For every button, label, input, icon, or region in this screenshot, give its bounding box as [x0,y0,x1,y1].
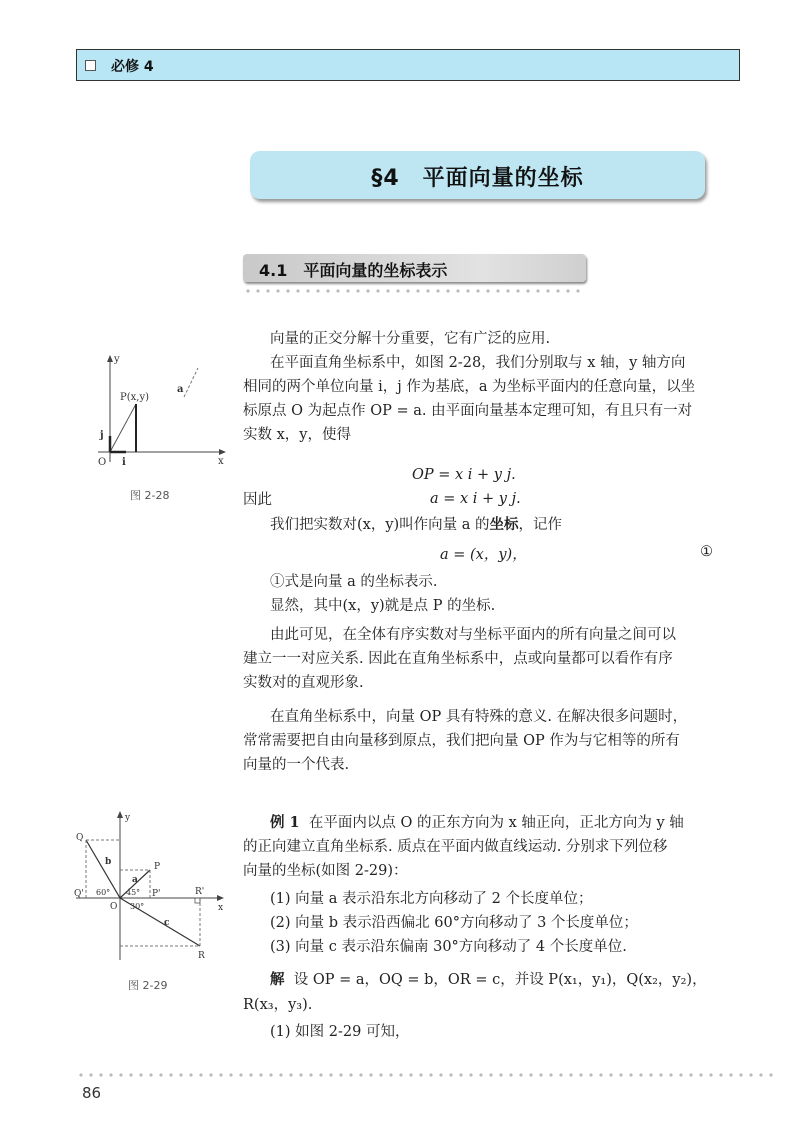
fig2-angle-45: 45° [126,888,141,897]
header-text: 必修 4 [111,59,154,75]
solution-line [270,968,707,992]
section-banner [250,151,705,199]
section-title: §4 平面向量的坐标 [371,166,584,191]
fig2-origin-label: O [110,902,118,912]
fig1-i-label: i [122,457,126,468]
fig1-p-label: P(x,y) [120,392,149,403]
paragraph-line: 在直角坐标系中，向量 OP 具有特殊的意义. 在解决很多问题时， [270,709,688,725]
fig2-angle-60: 60° [96,888,111,897]
paragraph-line: ①式是向量 a 的坐标表示. [270,574,438,590]
paragraph-line: 相同的两个单位向量 i，j 作为基底，a 为坐标平面内的任意向量，以坐 [243,379,696,395]
example-item: (2) 向量 b 表示沿西偏北 60°方向移动了 3 个长度单位； [270,915,638,931]
fig2-p-label: P [154,862,161,872]
fig1-origin-label: O [98,457,107,468]
running-header [76,49,740,81]
fig1-y-label: y [114,354,120,365]
paragraph-line: 显然，其中(x，y)就是点 P 的坐标. [270,598,496,614]
header-square-icon [85,60,96,71]
paragraph-line: 向量的一个代表. [243,757,350,773]
fig2-r-label: R [198,951,205,961]
solution-line: R(x₃，y₃). [243,997,313,1013]
definition-text-end: ，记作 [518,517,563,533]
fig2-r-prime-label: R' [195,887,205,897]
fig1-j-label: j [100,430,104,441]
figure-2-29-caption: 图 2-29 [128,979,168,992]
paragraph-line: 建立一一对应关系. 因此在直角坐标系中，点或向量都可以看作有序 [243,651,673,667]
definition-term: 坐标 [489,516,519,533]
fig2-q-label: Q [76,833,84,843]
fig1-a-label: a [177,384,184,395]
figure-2-29 [72,808,228,968]
fig2-q-prime-label: Q' [74,889,84,899]
footer-dotted-divider [76,1073,776,1077]
dotted-divider [243,289,586,293]
fig2-x-label: x [218,903,224,913]
paragraph-line: 常常需要把自由向量移到原点，我们把向量 OP 作为与它相等的所有 [243,733,680,749]
fig2-c-label: c [164,918,170,928]
fig1-x-label: x [218,456,224,467]
subsection-banner [243,254,586,282]
solution-label: 解 [270,971,285,988]
fig2-angle-30: 30° [130,902,145,911]
paragraph-line: 实数对的直观形象. [243,675,364,691]
fig2-y-label: y [125,813,131,823]
figure-2-28 [80,352,230,474]
definition-line [270,513,562,537]
figure-2-28-caption: 图 2-28 [130,489,170,502]
example-line [270,811,684,835]
formula-a: a = x i + y j. [430,491,521,507]
subsection-title: 4.1 平面向量的坐标表示 [259,261,448,280]
formula-coord: a = (x，y)， [440,547,527,563]
paragraph-line: 标原点 O 为起点作 OP = a. 由平面向量基本定理可知，有且只有一对 [243,403,693,419]
example-text: 在平面内以点 O 的正东方向为 x 轴正向，正北方向为 y 轴 [308,815,684,831]
example-item: (3) 向量 c 表示沿东偏南 30°方向移动了 4 个长度单位. [270,939,627,955]
example-line: 向量的坐标(如图 2-29)： [243,863,408,879]
solution-text: 设 OP = a，OQ = b，OR = c，并设 P(x₁，y₁)，Q(x₂，y₂)， [293,972,707,988]
example-line: 的正向建立直角坐标系. 质点在平面内做直线运动. 分别求下列位移 [243,839,668,855]
example-label: 例 1 [270,814,300,831]
equation-number: ① [700,544,713,560]
fig2-b-label: b [105,857,112,867]
paragraph-line: 实数 x，y，使得 [243,427,351,443]
fig2-p-prime-label: P' [152,889,161,899]
paragraph-line: 由此可见，在全体有序实数对与坐标平面内的所有向量之间可以 [270,627,676,643]
solution-line: (1) 如图 2-29 可知， [270,1024,410,1040]
example-item: (1) 向量 a 表示沿东北方向移动了 2 个长度单位； [270,891,593,907]
definition-text: 我们把实数对(x，y)叫作向量 a 的 [270,517,490,533]
paragraph-line: 在平面直角坐标系中，如图 2-28，我们分别取与 x 轴，y 轴方向 [270,355,686,371]
page-number: 86 [82,1084,102,1102]
fig2-a-label: a [132,875,138,885]
formula-op: OP = x i + y j. [412,467,516,483]
paragraph-line: 因此 [243,492,272,508]
paragraph-line: 向量的正交分解十分重要，它有广泛的应用. [270,331,551,347]
